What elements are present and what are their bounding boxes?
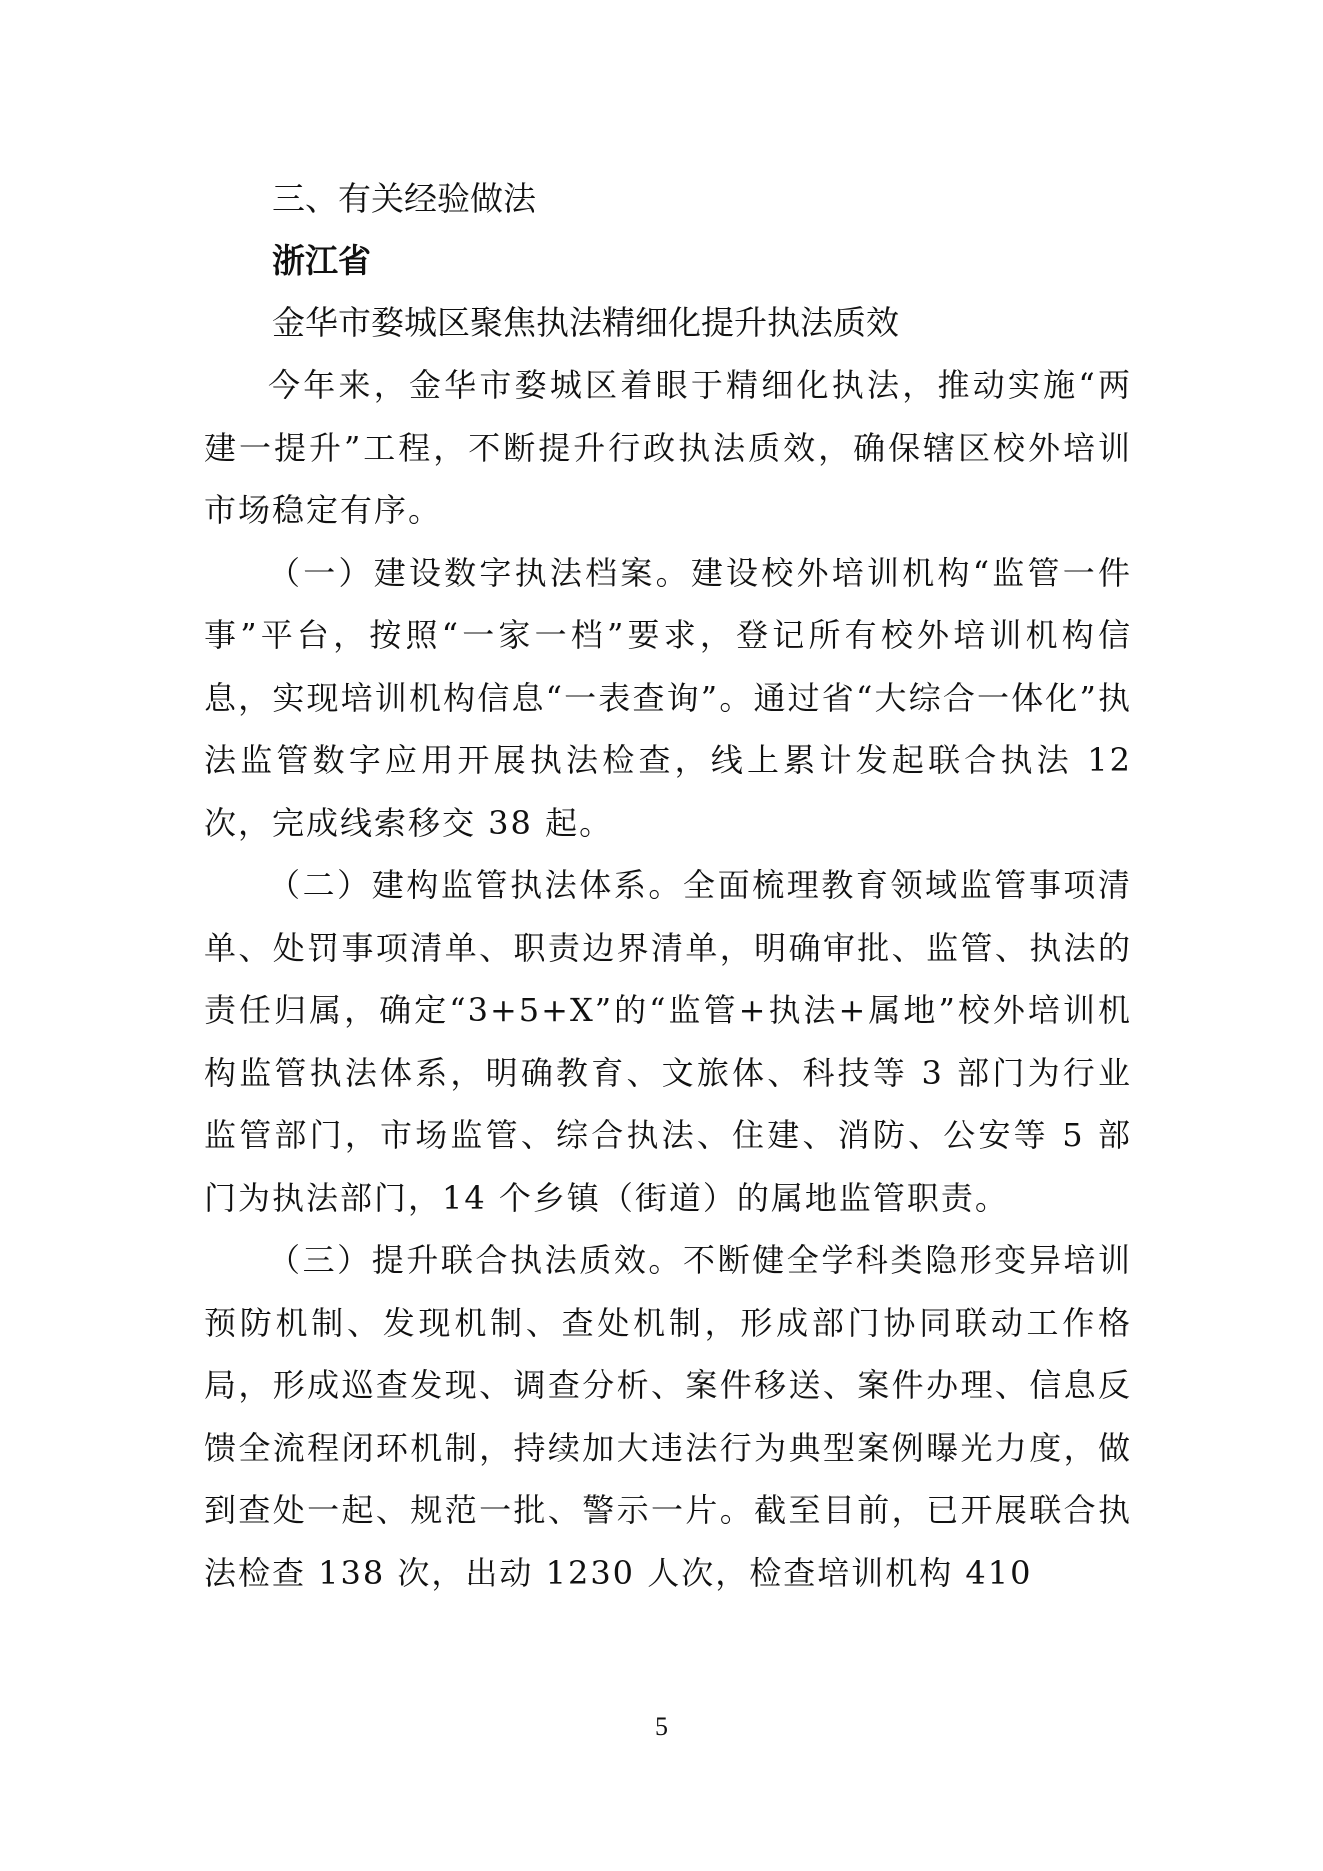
page-number: 5 [655,1712,668,1741]
document-body [204,168,1132,1604]
paragraph-supervision-system: （二）建构监管执法体系。全面梳理教育领域监管事项清单、处罚事项清单、职责边界清单，明确审批、监管、执法的责任归属，确定“3+5+X”的“监管+执法+属地”校外培训机构监管执法体系，明确教育、文旅体、科技等 3 部门为行业监管部门，市场监管、综合执法、住建、消防、公安等 5 部门为执法部门，14 个乡镇（街道）的属地监管职责。 [204,866,1132,1217]
article-title: 金华市婺城区聚焦执法精细化提升执法质效 [272,303,899,342]
paragraph-joint-enforcement: （三）提升联合执法质效。不断健全学科类隐形变异培训预防机制、发现机制、查处机制，形成部门协同联动工作格局，形成巡查发现、调查分析、案件移送、案件办理、信息反馈全流程闭环机制，持续加大违法行为典型案例曝光力度，做到查处一起、规范一批、警示一片。截至目前，已开展联合执法检查 138 次，出动 1230 人次，检查培训机构 410 [204,1241,1132,1592]
paragraph-digital-archives: （一）建设数字执法档案。建设校外培训机构“监管一件事”平台，按照“一家一档”要求，登记所有校外培训机构信息，实现培训机构信息“一表查询”。通过省“大综合一体化”执法监管数字应用开展执法检查，线上累计发起联合执法 12 次，完成线索移交 38 起。 [204,553,1132,842]
province-heading: 浙江省 [272,241,371,280]
intro-paragraph: 今年来，金华市婺城区着眼于精细化执法，推动实施“两建一提升”工程，不断提升行政执法质效，确保辖区校外培训市场稳定有序。 [204,366,1132,529]
section-heading: 三、有关经验做法 [272,179,536,218]
